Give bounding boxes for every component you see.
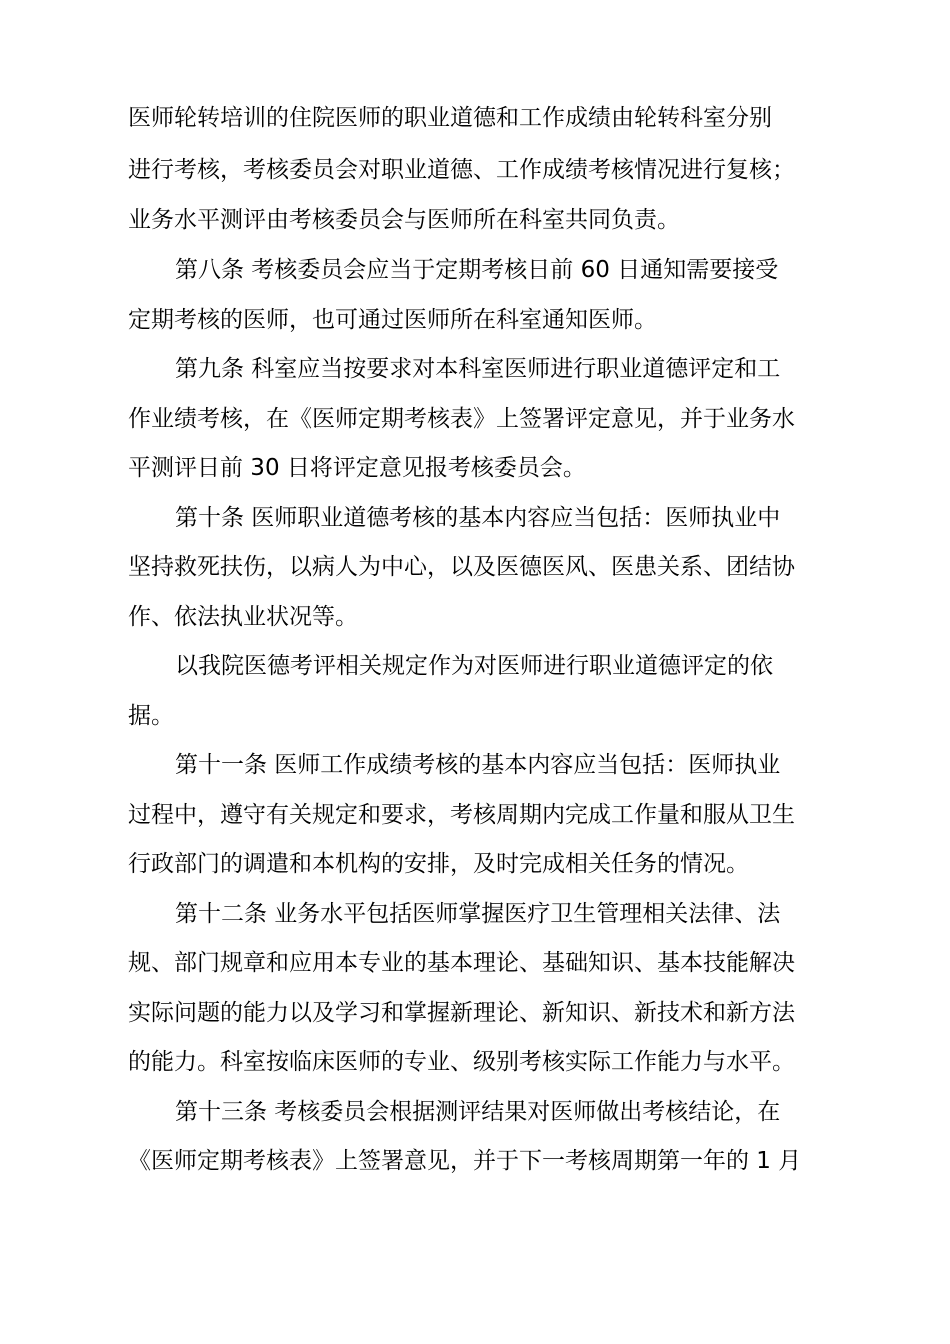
text-line: 行政部门的调遣和本机构的安排，及时完成相关任务的情况。 xyxy=(128,851,749,877)
text-line: 作业绩考核，在《医师定期考核表》上签署评定意见，并于业务水 xyxy=(128,406,795,432)
text-line: 坚持救死扶伤，以病人为中心，以及医德医风、医患关系、团结协 xyxy=(128,554,795,580)
text-line: 平测评日前 30 日将评定意见报考核委员会。 xyxy=(128,455,586,481)
text-line: 实际问题的能力以及学习和掌握新理论、新知识、新技术和新方法 xyxy=(128,1000,795,1026)
text-line: 第九条 科室应当按要求对本科室医师进行职业道德评定和工 xyxy=(175,356,781,382)
text-line: 据。 xyxy=(128,703,174,729)
text-line: 医师轮转培训的住院医师的职业道德和工作成绩由轮转科室分别 xyxy=(128,105,772,131)
text-line: 的能力。科室按临床医师的专业、级别考核实际工作能力与水平。 xyxy=(128,1049,795,1075)
text-line: 进行考核，考核委员会对职业道德、工作成绩考核情况进行复核； xyxy=(128,157,795,183)
text-line: 定期考核的医师，也可通过医师所在科室通知医师。 xyxy=(128,307,657,333)
text-line: 作、依法执业状况等。 xyxy=(128,604,358,630)
text-line: 第十二条 业务水平包括医师掌握医疗卫生管理相关法律、法 xyxy=(175,901,781,927)
text-line: 第十一条 医师工作成绩考核的基本内容应当包括：医师执业 xyxy=(175,752,781,778)
text-line: 以我院医德考评相关规定作为对医师进行职业道德评定的依 xyxy=(175,653,773,679)
text-line: 业务水平测评由考核委员会与医师所在科室共同负责。 xyxy=(128,207,680,233)
text-line: 第十条 医师职业道德考核的基本内容应当包括：医师执业中 xyxy=(175,505,781,531)
text-line: 《医师定期考核表》上签署意见，并于下一考核周期第一年的 1 月 xyxy=(128,1148,802,1174)
text-line: 过程中，遵守有关规定和要求，考核周期内完成工作量和服从卫生 xyxy=(128,802,795,828)
text-line: 第八条 考核委员会应当于定期考核日前 60 日通知需要接受 xyxy=(175,257,779,283)
text-line: 规、部门规章和应用本专业的基本理论、基础知识、基本技能解决 xyxy=(128,950,795,976)
text-line: 第十三条 考核委员会根据测评结果对医师做出考核结论，在 xyxy=(175,1099,781,1125)
